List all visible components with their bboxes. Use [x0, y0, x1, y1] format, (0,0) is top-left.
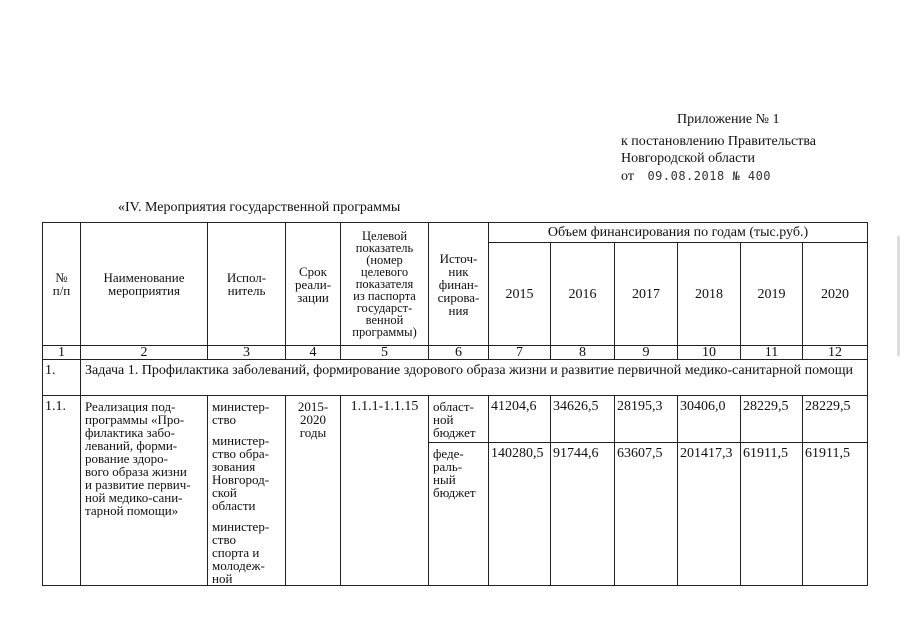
header-year: 2015: [489, 243, 551, 346]
header-year: 2018: [678, 243, 741, 346]
appendix-date-prefix: от: [621, 169, 634, 184]
column-number: 11: [741, 346, 803, 360]
header-num: № п/п: [43, 223, 81, 346]
header-year: 2019: [741, 243, 803, 346]
header-executor: Испол- нитель: [208, 223, 286, 346]
term-cell: 2015- 2020 годы: [286, 396, 341, 586]
task-row: [43, 360, 868, 396]
column-number: 12: [803, 346, 868, 360]
header-year: 2017: [615, 243, 678, 346]
column-number: 10: [678, 346, 741, 360]
registration-stamp: 09.08.2018 № 400: [647, 169, 772, 183]
header-target: Целевой показатель (номер целевого показателя из паспорта государст- венной программы): [341, 223, 429, 346]
executor-cell: министер- ство министер- ство обра- зования Новгород- ской области министер- ство спорта и молодеж- ной: [208, 396, 286, 586]
appendix-line-1: к постановлению Правительства: [621, 134, 817, 149]
appendix-line-3: [621, 168, 771, 185]
source-label: област- ной бюджет: [429, 396, 489, 443]
funding-value: 91744,6: [551, 442, 615, 585]
funding-value: 28229,5: [741, 396, 803, 443]
task-text: Задача 1. Профилактика заболеваний, формирование здорового образа жизни и развитие первичной медико-санитарной помощи: [81, 360, 868, 396]
funding-value: 61911,5: [803, 442, 868, 585]
column-number: 6: [429, 346, 489, 360]
scan-edge-mark: [897, 236, 900, 356]
measure-name: Реализация под- программы «Про- филактика забо- леваний, форми- рование здоро- вого образа жизни и развитие первич- ной медико-сани- тарной помощи»: [81, 396, 208, 586]
header-year: 2020: [803, 243, 868, 346]
appendix-line-2: Новгородской области: [621, 151, 755, 166]
task-number: 1.: [43, 360, 81, 396]
column-number-row: [43, 346, 868, 360]
funding-value: 41204,6: [489, 396, 551, 443]
funding-value: 28195,3: [615, 396, 678, 443]
header-year: 2016: [551, 243, 615, 346]
header-funding-group: Объем финансирования по годам (тыс.руб.): [489, 223, 868, 243]
column-number: 3: [208, 346, 286, 360]
funding-value: 30406,0: [678, 396, 741, 443]
funding-value: 61911,5: [741, 442, 803, 585]
header-term: Срок реали- зации: [286, 223, 341, 346]
measures-table: [42, 222, 868, 586]
funding-value: 140280,5: [489, 442, 551, 585]
column-number: 8: [551, 346, 615, 360]
column-number: 1: [43, 346, 81, 360]
funding-value: 201417,3: [678, 442, 741, 585]
appendix-title: Приложение № 1: [677, 112, 780, 127]
target-cell: 1.1.1-1.1.15: [341, 396, 429, 586]
funding-value: 63607,5: [615, 442, 678, 585]
header-source: Источ- ник финан- сирова- ния: [429, 223, 489, 346]
column-number: 5: [341, 346, 429, 360]
column-number: 4: [286, 346, 341, 360]
section-heading: «IV. Мероприятия государственной программы: [118, 200, 401, 215]
column-number: 7: [489, 346, 551, 360]
column-number: 9: [615, 346, 678, 360]
source-label: феде- раль- ный бюджет: [429, 442, 489, 585]
header-name: Наименование мероприятия: [81, 223, 208, 346]
funding-value: 34626,5: [551, 396, 615, 443]
row-number: 1.1.: [43, 396, 81, 586]
funding-value: 28229,5: [803, 396, 868, 443]
column-number: 2: [81, 346, 208, 360]
table-row: [43, 396, 868, 443]
